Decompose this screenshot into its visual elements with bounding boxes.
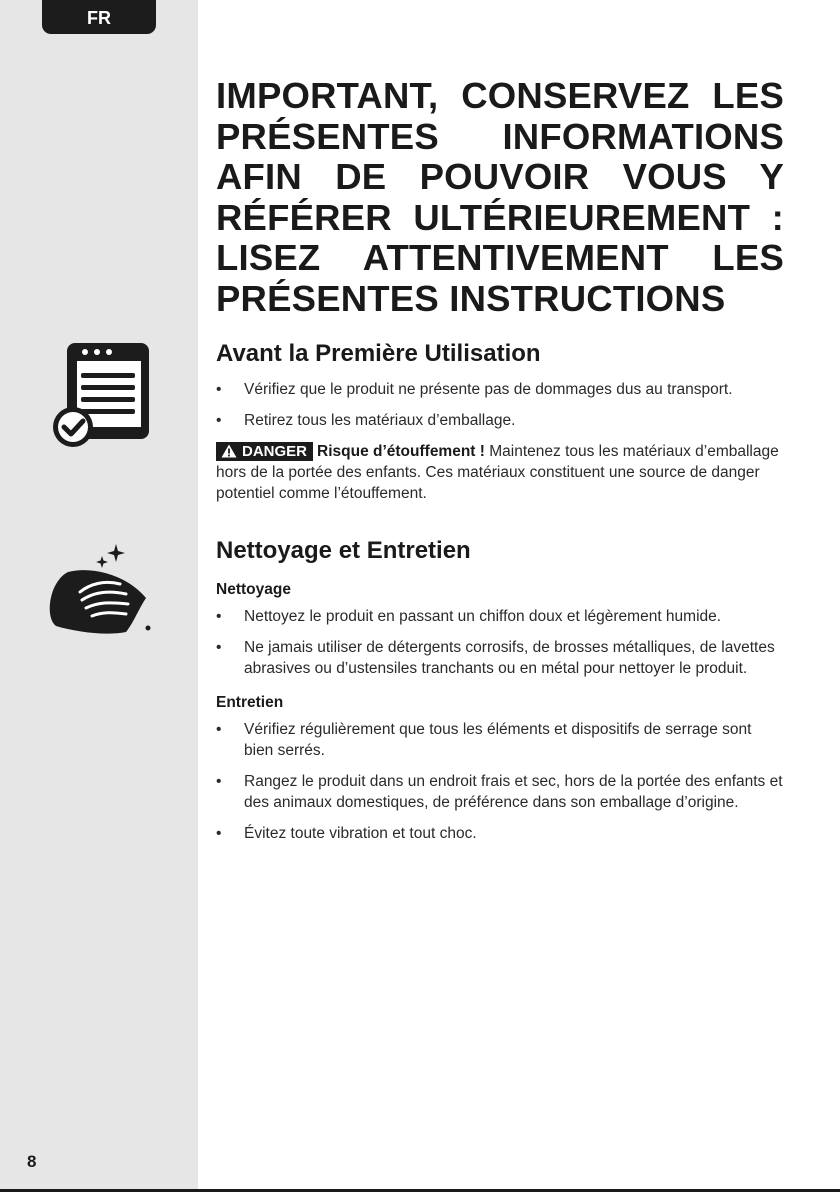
subheading-maintenance: Entretien: [216, 694, 284, 711]
danger-warning: [216, 441, 784, 504]
title-line: AFIN DE POUVOIR VOUS Y: [216, 156, 784, 197]
subheading-cleaning: Nettoyage: [216, 581, 291, 598]
list-item: • Vérifiez que le produit ne présente pas de dommages dus au transport.: [216, 381, 733, 398]
list-item: • Évitez toute vibration et tout choc.: [216, 825, 477, 842]
main-title: [216, 76, 784, 319]
main-content: [216, 76, 784, 854]
first-use-list: [216, 379, 784, 431]
section-heading-cleaning: Nettoyage et Entretien: [216, 537, 471, 564]
language-tab: FR: [42, 0, 156, 34]
danger-lead: Risque d’étouffement !: [317, 443, 485, 460]
list-item: • Retirez tous les matériaux d’emballage.: [216, 412, 516, 429]
list-item: • Rangez le produit dans un endroit frais et sec, hors de la portée des enfants et des animaux domestiques, de préférence dans son emballage d’origine.: [216, 773, 783, 811]
list-item: • Nettoyez le produit en passant un chiffon doux et légèrement humide.: [216, 608, 722, 625]
section-heading-first-use: Avant la Première Utilisation: [216, 340, 541, 367]
cleaning-list: [216, 606, 784, 679]
maintenance-list: [216, 719, 784, 844]
checklist-check-icon: [50, 341, 152, 447]
title-line: RÉFÉRER ULTÉRIEUREMENT :: [216, 196, 784, 238]
title-line: PRÉSENTES INSTRUCTIONS: [216, 277, 726, 319]
list-item: • Vérifiez régulièrement que tous les éléments et dispositifs de serrage sont bien serrés.: [216, 721, 752, 759]
danger-badge: DANGER: [216, 442, 313, 461]
list-item: • Ne jamais utiliser de détergents corrosifs, de brosses métalliques, de lavettes abrasives ou d’ustensiles tranchants ou en métal pour nettoyer le produit.: [216, 639, 775, 677]
title-line: PRÉSENTES INFORMATIONS: [216, 115, 784, 157]
title-line: LISEZ ATTENTIVEMENT LES: [216, 237, 784, 278]
danger-text: Maintenez tous les matériaux d’emballage hors de la portée des enfants. Ces matériaux constituent une source de danger potentiel comme l’étouffement.: [216, 443, 779, 502]
warning-triangle-icon: [221, 444, 237, 458]
hand-cleaning-icon: [46, 540, 156, 640]
title-line: IMPORTANT, CONSERVEZ LES: [216, 75, 784, 116]
page-number: 8: [27, 1152, 37, 1171]
